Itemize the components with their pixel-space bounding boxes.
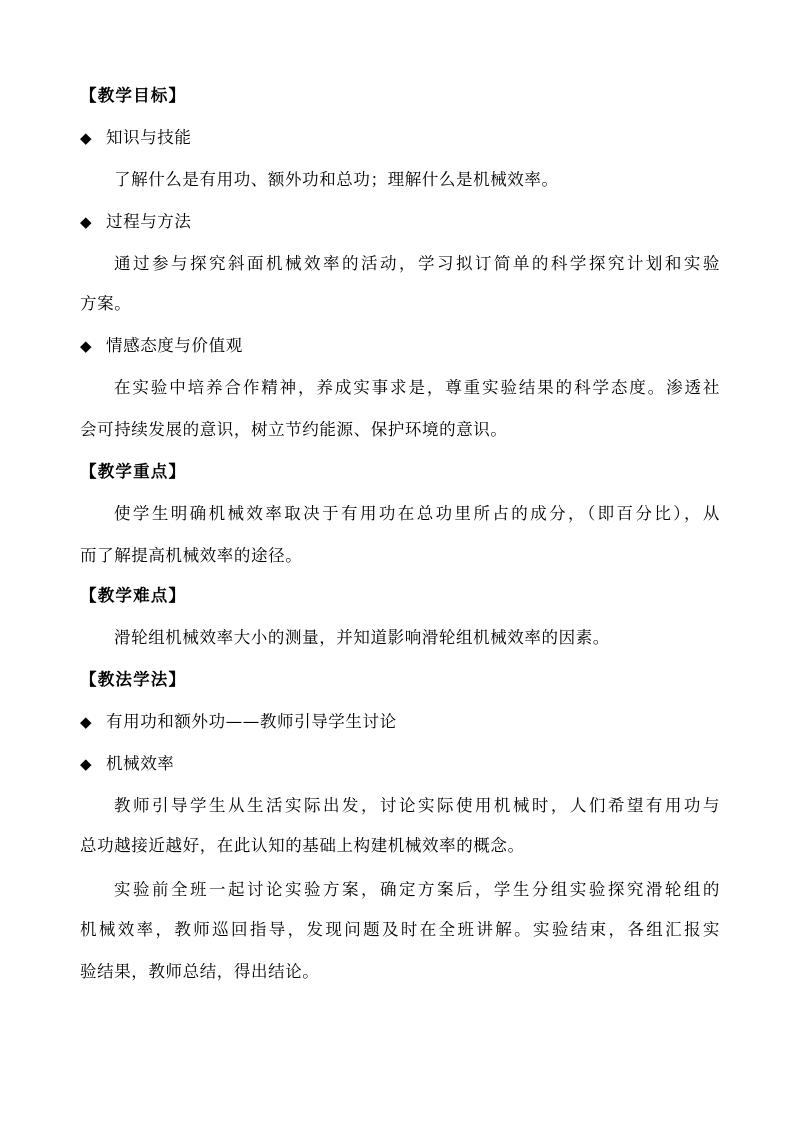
process-methods-text-line: 通过参与探究斜面机械效率的活动，学习拟订简单的科学探究计划和实验 bbox=[114, 254, 720, 273]
process-methods-item bbox=[80, 210, 720, 234]
diamond-bullet-icon: ◆ bbox=[80, 129, 93, 147]
methods-paragraph-line: 验结果，教师总结，得出结论。 bbox=[80, 962, 320, 981]
key-points-text-line: 使学生明确机械效率取决于有用功在总功里所占的成分，（即百分比），从 bbox=[114, 504, 720, 523]
knowledge-skills-item bbox=[80, 126, 720, 150]
key-points-text-line: 而了解提高机械效率的途径。 bbox=[80, 546, 303, 565]
methods-paragraph-line: 教师引导学生从生活实际出发，讨论实际使用机械时，人们希望有用功与 bbox=[114, 796, 720, 815]
knowledge-skills-title: 知识与技能 bbox=[106, 128, 192, 147]
methods-item bbox=[80, 752, 720, 776]
diamond-bullet-icon: ◆ bbox=[80, 213, 93, 231]
knowledge-skills-text: 了解什么是有用功、额外功和总功；理解什么是机械效率。 bbox=[114, 170, 559, 189]
emotion-values-item bbox=[80, 334, 720, 358]
diamond-bullet-icon: ◆ bbox=[80, 713, 93, 731]
methods-heading: 【教法学法】 bbox=[80, 670, 187, 689]
difficulties-heading: 【教学难点】 bbox=[80, 586, 187, 605]
emotion-values-title: 情感态度与价值观 bbox=[106, 336, 243, 355]
teaching-goals-heading: 【教学目标】 bbox=[80, 86, 187, 105]
diamond-bullet-icon: ◆ bbox=[80, 337, 93, 355]
methods-item-text: 机械效率 bbox=[106, 754, 175, 773]
difficulties-text: 滑轮组机械效率大小的测量，并知道影响滑轮组机械效率的因素。 bbox=[114, 628, 610, 647]
emotion-values-text-line: 在实验中培养合作精神，养成实事求是，尊重实验结果的科学态度。渗透社 bbox=[114, 378, 720, 397]
diamond-bullet-icon: ◆ bbox=[80, 755, 93, 773]
methods-paragraph-line: 总功越接近越好，在此认知的基础上构建机械效率的概念。 bbox=[80, 836, 525, 855]
process-methods-title: 过程与方法 bbox=[106, 212, 192, 231]
methods-paragraph-line: 机械效率，教师巡回指导，发现问题及时在全班讲解。实验结束，各组汇报实 bbox=[80, 920, 720, 939]
key-points-heading: 【教学重点】 bbox=[80, 462, 187, 481]
emotion-values-text-line: 会可持续发展的意识，树立节约能源、保护环境的意识。 bbox=[80, 420, 508, 439]
methods-paragraph-line: 实验前全班一起讨论实验方案，确定方案后，学生分组实验探究滑轮组的 bbox=[114, 880, 720, 899]
process-methods-text-line: 方案。 bbox=[80, 294, 132, 313]
methods-item bbox=[80, 710, 720, 734]
methods-item-text: 有用功和额外功——教师引导学生讨论 bbox=[106, 712, 397, 731]
